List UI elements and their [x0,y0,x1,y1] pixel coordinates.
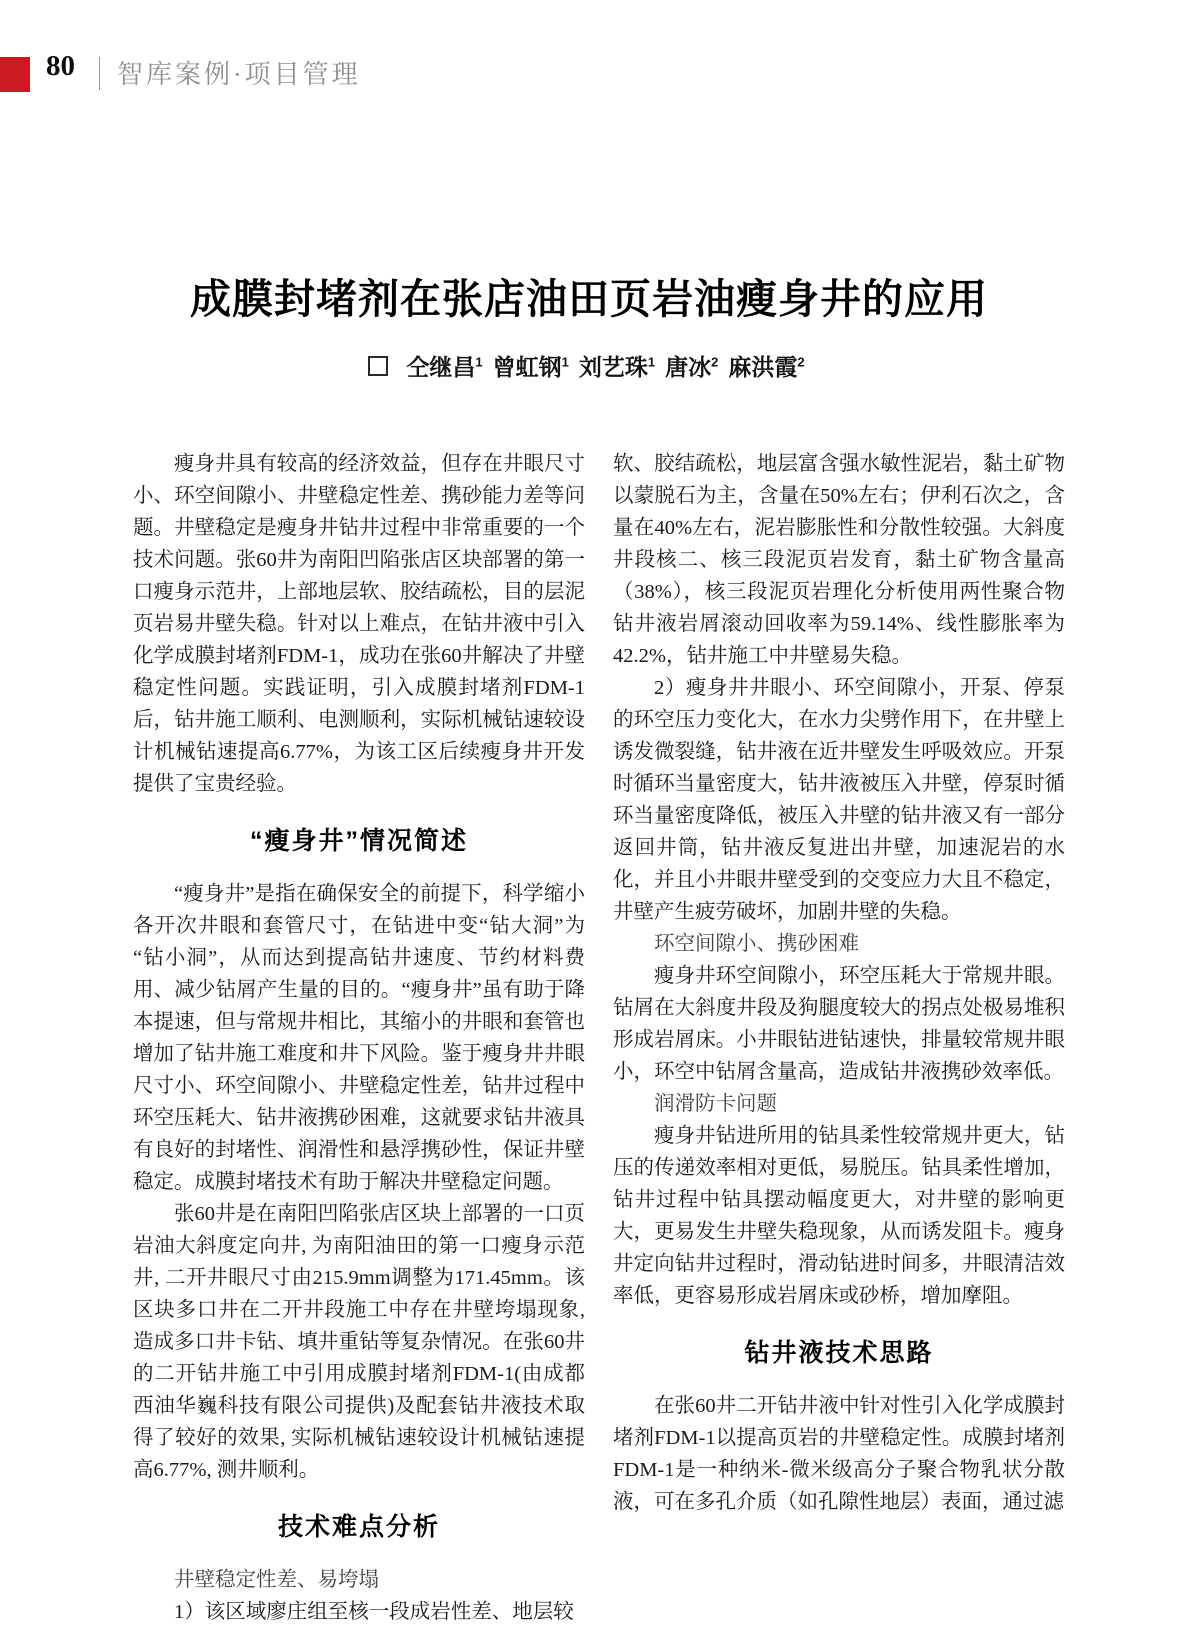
numbered-item: 2）瘦身井井眼小、环空间隙小，开泵、停泵的环空压力变化大，在水力尖劈作用下，在井壁上诱发微裂缝，钻井液在近井壁发生呼吸效应。开泵时循环当量密度大，钻井液被压入井壁，停泵时循环当量密度降低，被压入井壁的钻井液又有一部分返回井筒，钻井液反复进出井壁，加速泥岩的水化，并且小井眼井壁受到的交变应力大且不稳定，井壁产生疲劳破坏，加剧井壁的失稳。 [613,677,1065,923]
author [493,354,569,380]
numbered-item-start: 1）该区域廖庄组至核一段成岩性差、地层较 [174,1601,574,1623]
author-line [0,349,1178,382]
author-name: 麻洪霞 [728,354,798,380]
accent-red-block [0,57,30,92]
section-heading-drilling-fluid-approach: 钻井液技术思路 [744,1339,934,1367]
subheading-annulus-gap: 环空间隙小、携砂困难 [654,933,859,955]
section-heading-technical-difficulties: 技术难点分析 [277,1513,440,1541]
body-paragraph: 瘦身井钻进所用的钻具柔性较常规井更大，钻压的传递效率相对更低，易脱压。钻具柔性增加，钻井过程中钻具摆动幅度更大，对井壁的影响更大，更易发生井壁失稳现象，从而诱发阻卡。瘦身井定向钻井过程时，滑动钻进时间多，井眼清洁效率低，更容易形成岩屑床或砂桥，增加摩阻。 [613,1125,1065,1307]
subheading-lubrication: 润滑防卡问题 [654,1093,777,1115]
article-title: 成膜封堵剂在张店油田页岩油瘦身井的应用 [190,276,988,322]
body-paragraph: 瘦身井环空间隙小，环空压耗大于常规井眼。钻屑在大斜度井段及狗腿度较大的拐点处极易堆积形成岩屑床。小井眼钻进钻速快，排量较常规井眼小，环空中钻屑含量高，造成钻井液携砂效率低。 [613,965,1065,1083]
left-column [133,448,585,1628]
body-paragraph: 在张60井二开钻井液中针对性引入化学成膜封堵剂FDM-1以提高页岩的井壁稳定性。成膜封堵剂FDM-1是一种纳米-微米级高分子聚合物乳状分散液，可在多孔介质（如孔隙性地层）表面，通过滤 [613,1395,1065,1513]
page-number: 80 [46,50,75,82]
author [665,354,718,380]
abstract-paragraph: 瘦身井具有较高的经济效益，但存在井眼尺寸小、环空间隙小、井壁稳定性差、携砂能力差等问题。井壁稳定是瘦身井钻井过程中非常重要的一个技术问题。张60井为南阳凹陷张店区块部署的第一口瘦身示范井，上部地层软、胶结疏松，目的层泥页岩易井壁失稳。针对以上难点，在钻井液中引入化学成膜封堵剂FDM-1，成功在张60井解决了井壁稳定性问题。实践证明，引入成膜封堵剂FDM-1后，钻井施工顺利、电测顺利，实际机械钻速较设计机械钻速提高6.77%，为该工区后续瘦身井开发提供了宝贵经验。 [133,453,585,795]
author-marker-icon [368,356,388,376]
header-divider [99,57,100,90]
continued-paragraph: 软、胶结疏松，地层富含强水敏性泥岩，黏土矿物以蒙脱石为主，含量在50%左右；伊利石次之，含量在40%左右，泥岩膨胀性和分散性较强。大斜度井段核二、核三段泥页岩发育，黏土矿物含量高（38%），核三段泥页岩理化分析使用两性聚合物钻井液岩屑滚动回收率为59.14%、线性膨胀率为42.2%，钻井施工中井壁易失稳。 [613,453,1065,667]
author-affiliation-sup: 1 [475,354,483,370]
right-column [613,448,1065,1628]
body-paragraph: 张60井是在南阳凹陷张店区块上部署的一口页岩油大斜度定向井, 为南阳油田的第一口瘦身示范井, 二开井眼尺寸由215.9mm调整为171.45mm。该区块多口井在二开井段施工中存在井壁垮塌现象, 造成多口井卡钻、填井重钻等复杂情况。在张60井的二开钻井施工中引用成膜封堵剂FDM-1(由成都西油华巍科技有限公司提供)及配套钻井液技术取得了较好的效果, 实际机械钻速较设计机械钻速提高6.77%, 测井顺利。 [133,1203,585,1481]
author-affiliation-sup: 2 [797,354,805,370]
article-body [133,448,1065,1628]
author-name: 曾虹钢 [492,354,562,380]
body-paragraph: “瘦身井”是指在确保安全的前提下，科学缩小各开次井眼和套管尺寸，在钻进中变“钻大洞”为“钻小洞”，从而达到提高钻井速度、节约材料费用、减少钻屑产生量的目的。“瘦身井”虽有助于降本提速，但与常规井相比，其缩小的井眼和套管也增加了钻井施工难度和井下风险。鉴于瘦身井井眼尺寸小、环空间隙小、井壁稳定性差，钻井过程中环空压耗大、钻井液携砂困难，这就要求钻井液具有良好的封堵性、润滑性和悬浮携砂性，保证井壁稳定。成膜封堵技术有助于解决井壁稳定问题。 [133,883,585,1193]
running-header: 智库案例·项目管理 [117,60,361,89]
author-affiliation-sup: 2 [711,354,719,370]
author-name: 唐冰 [665,354,712,380]
author [728,354,804,380]
author-affiliation-sup: 1 [647,354,656,370]
subheading-wall-stability: 井壁稳定性差、易垮塌 [174,1569,379,1591]
section-heading-slim-well-overview: “瘦身井”情况简述 [249,827,468,855]
author-name: 仝继昌 [406,354,476,380]
author [579,354,655,380]
author-name: 刘艺珠 [578,354,648,380]
author [406,354,482,380]
author-affiliation-sup: 1 [561,354,569,370]
